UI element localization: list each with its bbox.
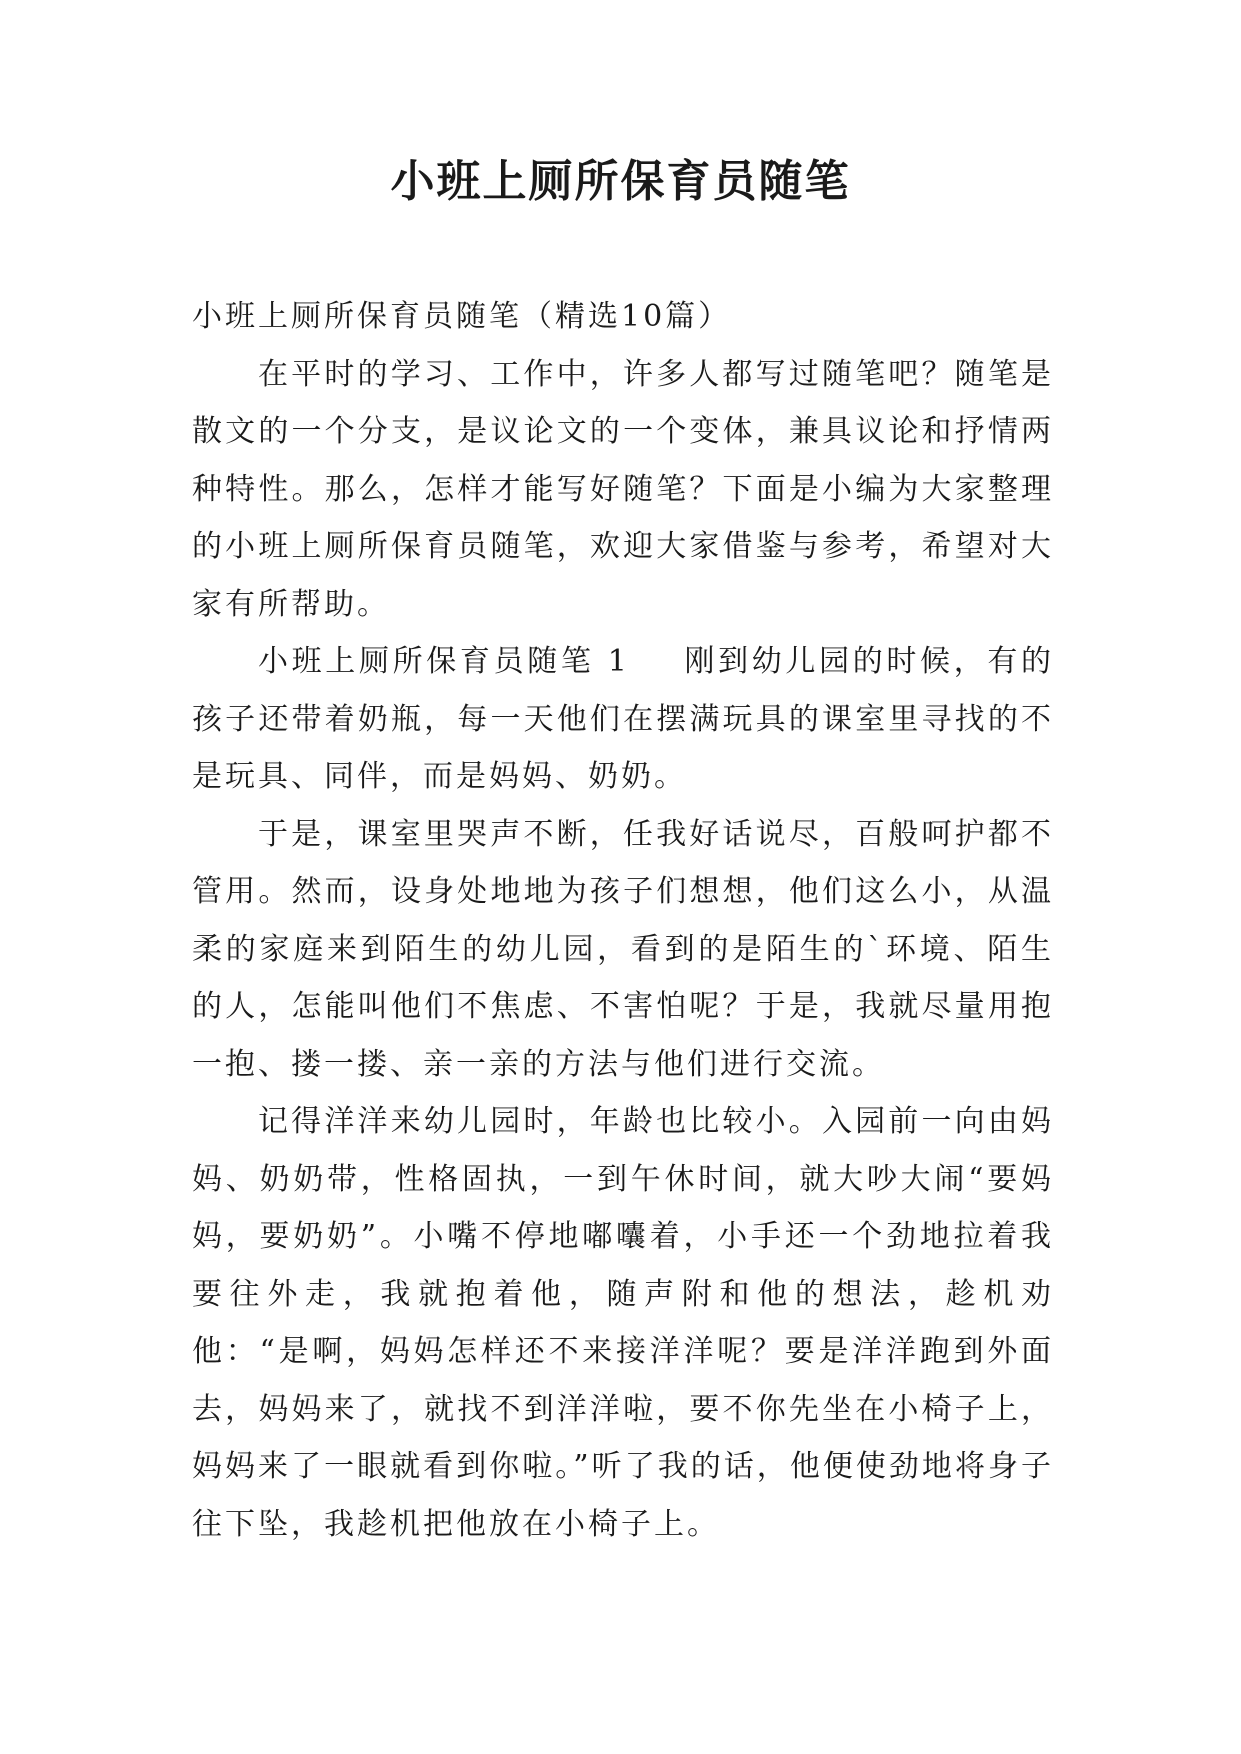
section-1-paragraph-2: 于是，课室里哭声不断，任我好话说尽，百般呵护都不管用。然而，设身处地地为孩子们想想，他们这么小，从温柔的家庭来到陌生的幼儿园，看到的是陌生的`环境、陌生的人，怎能叫他们不焦虑、不害怕呢？于是，我就尽量用抱一抱、搂一搂、亲一亲的方法与他们进行交流。	[192, 816, 1054, 1082]
section-1-paragraph-3: 记得洋洋来幼儿园时，年龄也比较小。入园前一向由妈妈、奶奶带，性格固执，一到午休时间，就大吵大闹“要妈妈，要奶奶”。小嘴不停地嘟囔着，小手还一个劲地拉着我要往外走，我就抱着他，随声附和他的想法，趁机劝他：“是啊，妈妈怎样还不来接洋洋呢？要是洋洋跑到外面去，妈妈来了，就找不到洋洋啦，要不你先坐在小椅子上，妈妈来了一眼就看到你啦。”听了我的话，他便使劲地将身子往下坠，我趁机把他放在小椅子上。	[192, 1104, 1054, 1542]
section-1-paragraph-1	[192, 633, 1054, 806]
document-title: 小班上厕所保育员随笔	[390, 156, 851, 207]
section-1-heading: 小班上厕所保育员随笔 1	[258, 644, 630, 679]
document-body	[192, 288, 1054, 1553]
intro-paragraph: 在平时的学习、工作中，许多人都写过随笔吧？随笔是散文的一个分支，是议论文的一个变体，兼具议论和抒情两种特性。那么，怎样才能写好随笔？下面是小编为大家整理的小班上厕所保育员随笔，欢迎大家借鉴与参考，希望对大家有所帮助。	[192, 356, 1054, 622]
section-1-text-1: 刚到幼儿园的时候，有的孩子还带着奶瓶，每一天他们在摆满玩具的课室里寻找的不是玩具、同伴，而是妈妈、奶奶。	[192, 644, 1054, 794]
document-subtitle: 小班上厕所保育员随笔（精选10篇）	[192, 299, 732, 334]
